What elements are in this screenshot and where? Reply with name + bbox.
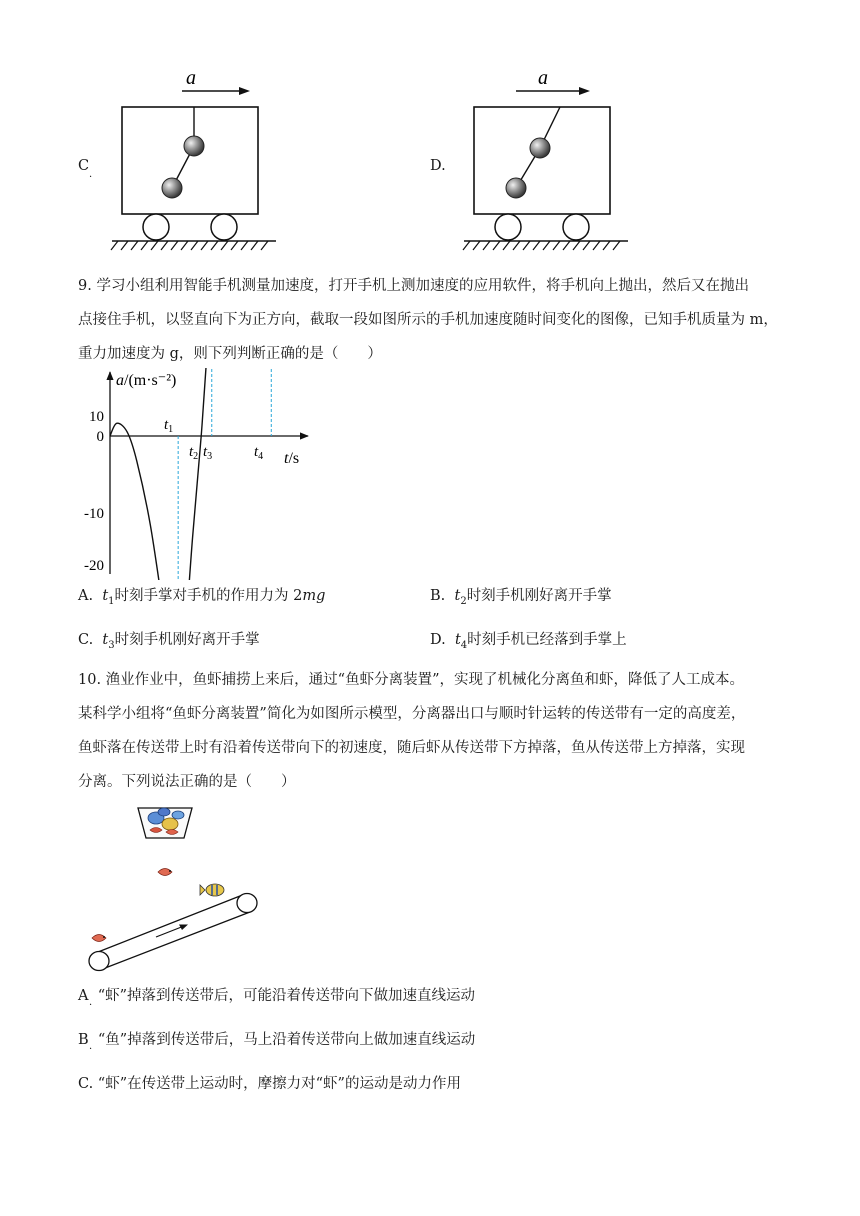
cart-box-d bbox=[474, 107, 610, 214]
ball-upper-c bbox=[184, 136, 204, 156]
q10-option-a-dot: · bbox=[89, 1000, 93, 1011]
q9-stem-line2: 点接住手机，以竖直向下为正方向，截取一段如图所示的手机加速度随时间变化的图像，已知手机质量为 m， bbox=[78, 312, 778, 328]
q9-option-c: C. $t_3$时刻手机刚好离开手掌 bbox=[78, 632, 260, 651]
q9-option-d: D. $t_4$时刻手机已经落到手掌上 bbox=[430, 632, 627, 651]
q10-stem-line2: 某科学小组将“鱼虾分离装置”简化为如图所示模型，分离器出口与顺时针运转的传送带有一定的高度差， bbox=[78, 706, 746, 722]
y-tick-neg10: -10 bbox=[84, 506, 104, 522]
lower-roller bbox=[89, 952, 109, 971]
t4-label: $t_4$ bbox=[254, 444, 264, 462]
q10-stem-line1: 10. 渔业作业中，鱼虾捕捞上来后，通过“鱼虾分离装置”，实现了机械化分离鱼和虾，降低了人工成本。 bbox=[78, 672, 744, 688]
x-axis-label: t/s bbox=[284, 450, 300, 467]
q8-option-c bbox=[78, 60, 288, 260]
wheel-right-c bbox=[211, 214, 237, 240]
y-tick-0: 0 bbox=[96, 429, 104, 445]
q8-option-d bbox=[430, 60, 640, 260]
belt-bottom-edge bbox=[100, 912, 250, 970]
q10-stem-line4: 分离。下列说法正确的是（ ） bbox=[78, 774, 296, 790]
ground-hatch-c bbox=[111, 241, 268, 250]
option-c-label: C bbox=[78, 158, 90, 174]
cart-diagram-c bbox=[108, 60, 288, 255]
option-c-dot: · bbox=[89, 172, 93, 183]
option-d-label: D. bbox=[430, 158, 446, 174]
accel-arrow-c bbox=[239, 87, 250, 95]
upper-roller bbox=[237, 894, 257, 913]
q10-option-a: A “虾”掉落到传送带后，可能沿着传送带向下做加速直线运动 bbox=[78, 988, 476, 1004]
wheel-left-d bbox=[495, 214, 521, 240]
q9-stem-line3: 重力加速度为 g，则下列判断正确的是（ ） bbox=[78, 346, 382, 362]
ball-lower-c bbox=[162, 178, 182, 198]
y-tick-neg20: -20 bbox=[84, 558, 104, 574]
ball-lower-d bbox=[506, 178, 526, 198]
conveyor-diagram bbox=[84, 800, 274, 980]
ground-hatch-d bbox=[463, 241, 620, 250]
fish-on-belt-icon bbox=[200, 884, 224, 896]
q10-option-c: C. “虾”在传送带上运动时，摩擦力对“虾”的运动是动力作用 bbox=[78, 1076, 461, 1092]
cart-box-c bbox=[122, 107, 258, 214]
cart-diagram-d bbox=[460, 60, 640, 255]
wheel-right-d bbox=[563, 214, 589, 240]
acceleration-curve bbox=[110, 368, 287, 580]
accel-label-d: a bbox=[538, 67, 548, 89]
shrimp-on-belt-icon bbox=[92, 935, 106, 942]
falling-shrimp-icon bbox=[158, 869, 172, 876]
t3-label: $t_3$ bbox=[203, 444, 213, 462]
accel-arrow-d bbox=[579, 87, 590, 95]
q9-option-b: B. $t_2$时刻手机刚好离开手掌 bbox=[430, 588, 612, 607]
q9-stem-line1: 9. 学习小组利用智能手机测量加速度，打开手机上测加速度的应用软件，将手机向上抛出，然后又在抛出 bbox=[78, 278, 749, 294]
acceleration-time-chart bbox=[76, 368, 316, 580]
q10-option-b-dot: · bbox=[89, 1044, 93, 1055]
accel-label-c: a bbox=[186, 67, 196, 89]
t2-label: $t_2$ bbox=[189, 444, 199, 462]
y-axis-label: a/(m·s⁻²) bbox=[116, 372, 177, 389]
q9-option-a: A. $t_1$时刻手掌对手机的作用力为 2mg bbox=[78, 588, 326, 607]
t1-label: $t_1$ bbox=[164, 417, 174, 435]
ball-upper-d bbox=[530, 138, 550, 158]
q10-option-b: B “鱼”掉落到传送带后，马上沿着传送带向上做加速直线运动 bbox=[78, 1032, 476, 1048]
q10-stem-line3: 鱼虾落在传送带上时有沿着传送带向下的初速度，随后虾从传送带下方掉落，鱼从传送带上方掉落，实现 bbox=[78, 740, 745, 756]
wheel-left-c bbox=[143, 214, 169, 240]
y-tick-10: 10 bbox=[89, 409, 104, 425]
